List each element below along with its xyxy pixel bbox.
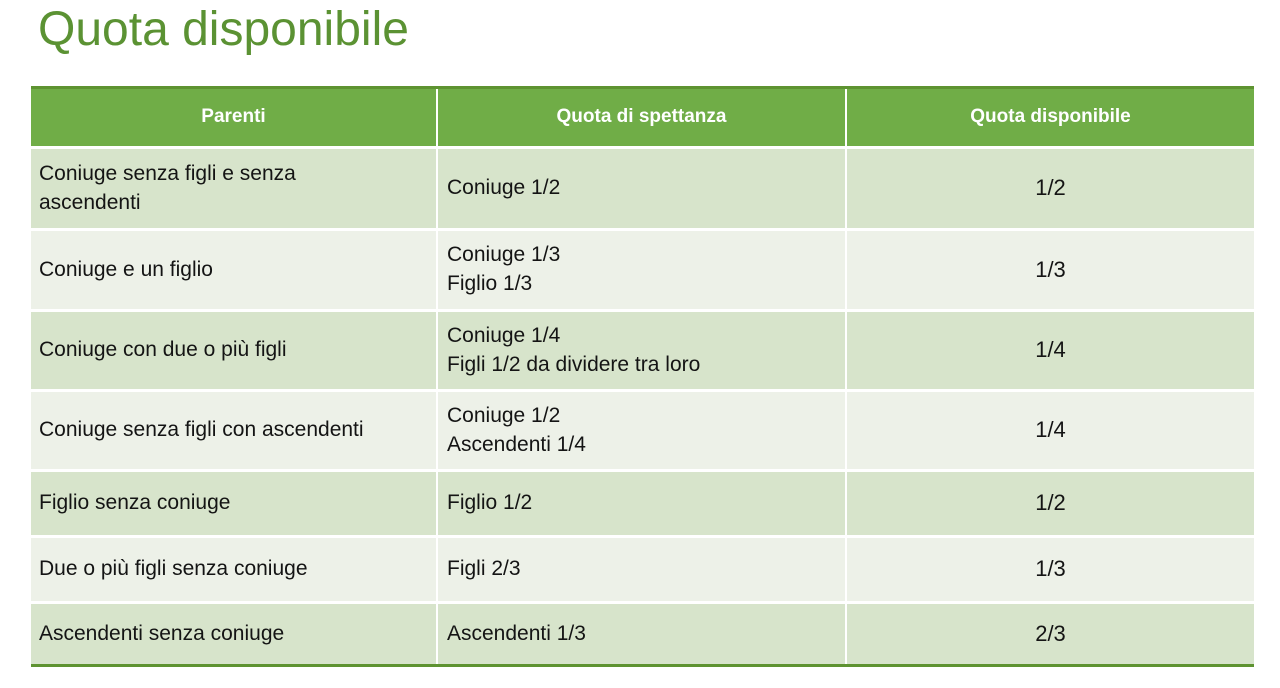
quota-disponibile-cell: 1/4: [847, 312, 1254, 389]
spettanza-line: Coniuge 1/3: [447, 243, 561, 267]
spettanza-line: Coniuge 1/2: [447, 403, 561, 427]
parenti-cell: Coniuge senza figli con ascendenti: [31, 392, 436, 469]
parenti-cell: Coniuge con due o più figli: [31, 312, 436, 389]
column-header-quota-di-spettanza: Quota di spettanza: [438, 89, 845, 146]
spettanza-cell: [438, 538, 845, 601]
spettanza-cell: [438, 231, 845, 309]
spettanza-cell: [438, 149, 845, 228]
column-header-parenti: Parenti: [31, 89, 436, 146]
spettanza-line: Coniuge 1/4: [447, 323, 561, 347]
parenti-cell: Coniuge e un figlio: [31, 231, 436, 309]
spettanza-cell: [438, 604, 845, 664]
spettanza-line: Ascendenti 1/3: [447, 621, 586, 645]
quota-disponibile-cell: 1/2: [847, 149, 1254, 228]
spettanza-line: Figli 2/3: [447, 557, 521, 581]
column-header-quota-disponibile: Quota disponibile: [847, 89, 1254, 146]
quota-disponibile-cell: 1/4: [847, 392, 1254, 469]
parenti-cell: Figlio senza coniuge: [31, 472, 436, 535]
quota-disponibile-cell: 2/3: [847, 604, 1254, 664]
spettanza-line: Coniuge 1/2: [447, 176, 561, 200]
spettanza-line: Ascendenti 1/4: [447, 432, 586, 456]
spettanza-line: Figlio 1/2: [447, 491, 533, 515]
quota-disponibile-cell: 1/3: [847, 538, 1254, 601]
quota-disponibile-cell: 1/3: [847, 231, 1254, 309]
spettanza-line: Figlio 1/3: [447, 272, 533, 295]
quota-table-grid: [31, 89, 1254, 664]
quota-disponibile-cell: 1/2: [847, 472, 1254, 535]
spettanza-cell: [438, 312, 845, 389]
spettanza-cell: [438, 392, 845, 469]
quota-table: [31, 86, 1254, 667]
parenti-cell: Coniuge senza figli e senza ascendenti: [31, 149, 436, 228]
parenti-cell: Due o più figli senza coniuge: [31, 538, 436, 601]
page-title: Quota disponibile: [38, 3, 409, 56]
spettanza-line: Figli 1/2 da dividere tra loro: [447, 352, 701, 376]
parenti-cell: Ascendenti senza coniuge: [31, 604, 436, 664]
spettanza-cell: [438, 472, 845, 535]
